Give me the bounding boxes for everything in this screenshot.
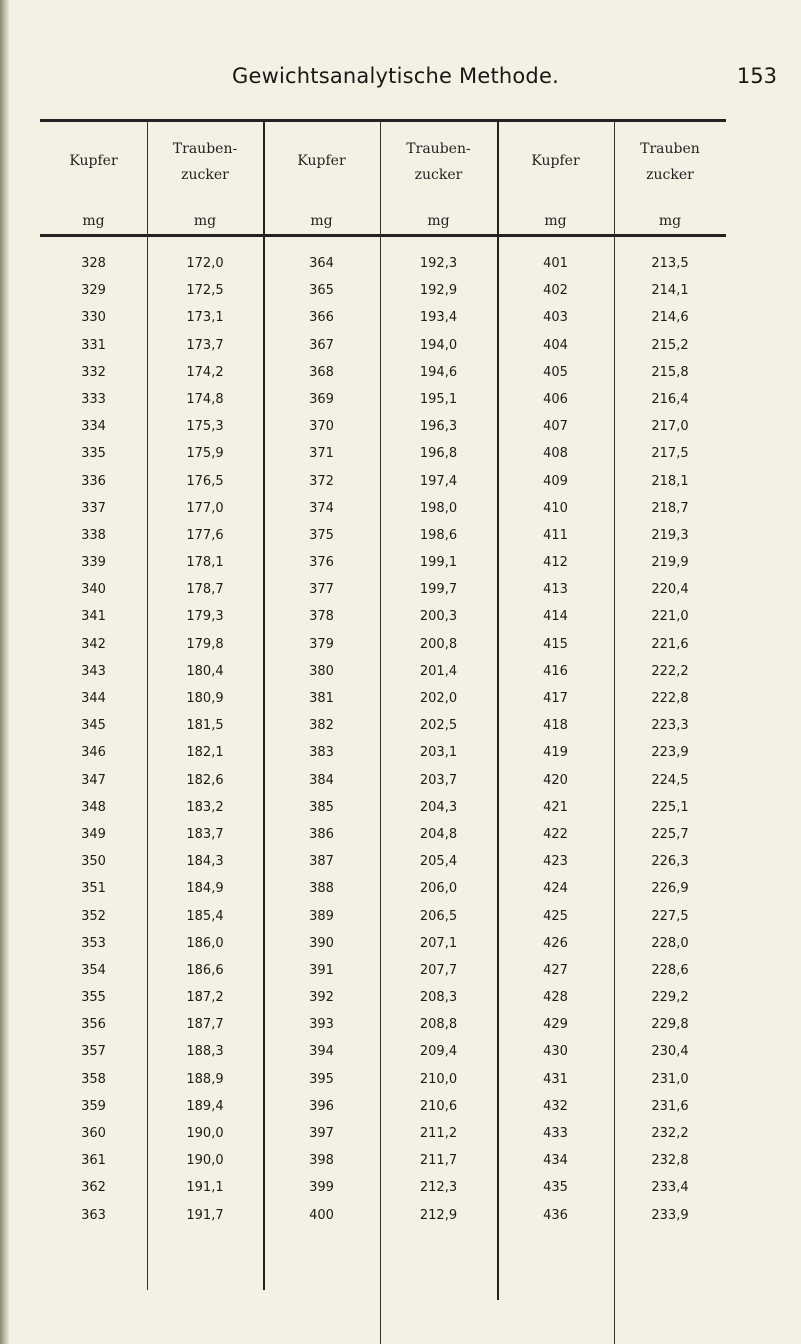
table-cell: 191,7 [186,1207,224,1223]
table-cell: 359 [81,1098,106,1114]
table-cell: 173,1 [186,310,224,326]
table-cell: 363 [81,1207,106,1223]
table-cell: 412 [543,555,568,571]
table-cell: 349 [81,826,106,842]
table-cell: 204,8 [419,826,458,842]
table-cell: 192,3 [419,256,458,271]
table-cell: 191,1 [186,1180,224,1196]
table-cell: 201,4 [419,663,458,679]
table-cell: 402 [543,283,568,299]
table-cell: 188,9 [186,1071,224,1087]
table-cell: 183,7 [186,826,224,842]
table-column [380,250,497,1229]
table-column [147,250,263,1229]
table-column [263,250,380,1229]
table-cell: 342 [81,636,106,652]
table-cell: 372 [309,473,334,489]
column-header-label-line2: zucker [181,167,229,183]
table-cell: 436 [543,1207,568,1223]
table-cell: 210,0 [419,1071,458,1087]
table-cell: 410 [543,500,568,516]
table-cell: 214,1 [651,283,689,299]
table-cell: 225,1 [651,799,689,815]
table-cell: 329 [81,283,106,299]
table-cell: 344 [81,691,106,706]
table-cell: 219,3 [651,527,689,543]
table-cell: 429 [543,1017,568,1033]
table-cell: 384 [309,772,334,788]
table-cell: 408 [543,446,568,462]
table-cell: 199,7 [419,582,458,598]
table-cell: 348 [81,799,106,815]
table-cell: 230,4 [651,1044,689,1060]
column-header [614,124,726,232]
table-cell: 379 [309,636,334,652]
column-unit: mg [310,213,333,229]
table-cell: 427 [543,962,568,978]
table-cell: 404 [543,337,568,353]
table-cell: 232,8 [651,1153,689,1169]
table-cell: 431 [543,1071,568,1087]
table-cell: 333 [81,391,106,407]
table-cell: 181,5 [186,718,224,734]
table-cell: 192,9 [419,283,458,299]
table-cell: 219,9 [651,555,689,571]
table-cell: 388 [309,881,334,897]
table-cell: 369 [309,391,334,407]
table-cell: 423 [543,854,568,870]
column-header [380,124,497,232]
table-cell: 174,2 [186,364,224,380]
table-cell: 184,3 [186,854,224,870]
table-cell: 199,1 [419,555,458,571]
table-cell: 340 [81,582,106,598]
table-cell: 218,1 [651,473,689,489]
table-cell: 377 [309,582,334,598]
table-cell: 405 [543,364,568,380]
table-cell: 202,0 [419,691,458,706]
table-cell: 209,4 [419,1044,458,1060]
table-cell: 338 [81,527,106,543]
column-header-label: Kupfer [531,153,580,169]
table-cell: 221,6 [651,636,689,652]
table-cell: 331 [81,337,106,353]
table-cell: 218,7 [651,500,689,516]
table-cell: 186,0 [186,935,224,951]
table-cell: 186,6 [186,962,224,978]
column-header [147,124,263,232]
table-cell: 353 [81,935,106,951]
table-cell: 204,3 [419,799,458,815]
table-cell: 233,4 [651,1180,689,1196]
table-cell: 229,2 [651,990,689,1006]
table-cell: 178,7 [186,582,224,598]
table-cell: 215,8 [651,364,689,380]
table-cell: 343 [81,663,106,679]
table-cell: 227,5 [651,908,689,924]
table-cell: 383 [309,745,334,761]
table-cell: 197,4 [419,473,458,489]
table-cell: 233,9 [651,1207,689,1223]
table-cell: 179,8 [186,636,224,652]
table-cell: 360 [81,1126,106,1141]
table-cell: 228,6 [651,962,689,978]
table-cell: 231,6 [651,1098,689,1114]
table-cell: 184,9 [186,881,224,897]
table-cell: 200,3 [419,609,458,625]
table-cell: 387 [309,854,334,870]
table-cell: 172,5 [186,283,224,299]
table-cell: 336 [81,473,106,489]
table-cell: 394 [309,1044,334,1060]
column-header-label-line2: zucker [646,167,694,183]
table-cell: 202,5 [419,718,458,734]
table-cell: 207,1 [419,935,458,951]
table-cell: 364 [309,256,334,271]
column-header-label-line2: zucker [414,167,463,183]
table-cell: 393 [309,1017,334,1033]
table-cell: 403 [543,310,568,326]
page-edge-shadow [0,0,9,1344]
table-cell: 371 [309,446,334,462]
table-cell: 206,5 [419,908,458,924]
table-cell: 190,0 [186,1126,224,1141]
table-cell: 177,0 [186,500,224,516]
column-header [40,124,147,232]
table-cell: 391 [309,962,334,978]
table-cell: 180,4 [186,663,224,679]
table-cell: 330 [81,310,106,326]
table-cell: 215,2 [651,337,689,353]
table-cell: 172,0 [186,256,224,271]
table-cell: 229,8 [651,1017,689,1033]
table-cell: 367 [309,337,334,353]
table-cell: 210,6 [419,1098,458,1114]
table-cell: 385 [309,799,334,815]
table-cell: 434 [543,1153,568,1169]
table-cell: 390 [309,935,334,951]
table-cell: 341 [81,609,106,625]
table-cell: 421 [543,799,568,815]
table-cell: 182,1 [186,745,224,761]
table-cell: 187,7 [186,1017,224,1033]
table-cell: 223,3 [651,718,689,734]
table-cell: 411 [543,527,568,543]
table-cell: 213,5 [651,256,689,271]
table-cell: 216,4 [651,391,689,407]
table-cell: 226,3 [651,854,689,870]
column-header [497,124,614,232]
table-cell: 350 [81,854,106,870]
table-cell: 430 [543,1044,568,1060]
table-cell: 395 [309,1071,334,1087]
table-cell: 433 [543,1126,568,1141]
table-cell: 361 [81,1153,106,1169]
table-cell: 220,4 [651,582,689,598]
table-cell: 370 [309,419,334,435]
table-cell: 334 [81,419,106,435]
column-header-label: Trauben- [172,141,238,157]
table-cell: 397 [309,1126,334,1141]
table-cell: 354 [81,962,106,978]
table-cell: 222,8 [651,691,689,706]
table-cell: 194,0 [419,337,458,353]
table-cell: 368 [309,364,334,380]
table-cell: 356 [81,1017,106,1033]
table-cell: 189,4 [186,1098,224,1114]
table-cell: 183,2 [186,799,224,815]
column-header-label: Kupfer [297,153,346,169]
table-cell: 380 [309,663,334,679]
table-cell: 173,7 [186,337,224,353]
table-cell: 346 [81,745,106,761]
table-cell: 222,2 [651,663,689,679]
table-cell: 362 [81,1180,106,1196]
table-cell: 355 [81,990,106,1006]
column-unit: mg [544,213,567,229]
column-unit: mg [658,213,682,229]
table-cell: 198,0 [419,500,458,516]
table-cell: 424 [543,881,568,897]
table-cell: 190,0 [186,1153,224,1169]
table-cell: 225,7 [651,826,689,842]
table-cell: 208,3 [419,990,458,1006]
table-cell: 208,8 [419,1017,458,1033]
running-title: Gewichtsanalytische Methode. [232,64,559,88]
table-cell: 357 [81,1044,106,1060]
table-cell: 223,9 [651,745,689,761]
table-cell: 228,0 [651,935,689,951]
table-cell: 432 [543,1098,568,1114]
table-cell: 214,6 [651,310,689,326]
table-cell: 415 [543,636,568,652]
table-cell: 406 [543,391,568,407]
table-cell: 193,4 [419,310,458,326]
table-cell: 232,2 [651,1126,689,1141]
table-cell: 413 [543,582,568,598]
table-cell: 188,3 [186,1044,224,1060]
table-cell: 180,9 [186,691,224,706]
table-cell: 196,3 [419,419,458,435]
table-cell: 335 [81,446,106,462]
table-cell: 376 [309,555,334,571]
table-cell: 200,8 [419,636,458,652]
table-cell: 185,4 [186,908,224,924]
table-cell: 399 [309,1180,334,1196]
column-unit: mg [427,213,450,229]
table-cell: 221,0 [651,609,689,625]
table-cell: 417 [543,691,568,706]
table-cell: 203,1 [419,745,458,761]
table-cell: 401 [543,256,568,271]
column-header [263,124,380,232]
table-cell: 396 [309,1098,334,1114]
column-header-label: Trauben- [406,141,471,157]
table-cell: 217,0 [651,419,689,435]
table-cell: 422 [543,826,568,842]
table-cell: 203,7 [419,772,458,788]
table-cell: 398 [309,1153,334,1169]
table-cell: 386 [309,826,334,842]
column-unit: mg [193,213,217,229]
table-cell: 177,6 [186,527,224,543]
table-cell: 212,9 [419,1207,458,1223]
column-header-label: Trauben [640,141,700,157]
table-cell: 409 [543,473,568,489]
table-cell: 366 [309,310,334,326]
table-cell: 407 [543,419,568,435]
table-cell: 414 [543,609,568,625]
table-cell: 337 [81,500,106,516]
table-cell: 206,0 [419,881,458,897]
table-cell: 374 [309,500,334,516]
table-cell: 425 [543,908,568,924]
table-cell: 339 [81,555,106,571]
table-cell: 178,1 [186,555,224,571]
table-cell: 174,8 [186,391,224,407]
table-cell: 400 [309,1207,334,1223]
table-cell: 381 [309,691,334,706]
table-cell: 231,0 [651,1071,689,1087]
table-cell: 194,6 [419,364,458,380]
table-cell: 211,2 [419,1126,458,1141]
table-cell: 212,3 [419,1180,458,1196]
table-cell: 175,9 [186,446,224,462]
table-header-rule [40,234,726,237]
table-cell: 205,4 [419,854,458,870]
table-cell: 332 [81,364,106,380]
column-unit: mg [82,213,105,229]
table-cell: 375 [309,527,334,543]
table-cell: 352 [81,908,106,924]
page-number: 153 [736,64,777,88]
table-cell: 196,8 [419,446,458,462]
table-cell: 211,7 [419,1153,458,1169]
table-cell: 428 [543,990,568,1006]
table-cell: 419 [543,745,568,761]
table-cell: 358 [81,1071,106,1087]
table-column [497,250,614,1229]
table-cell: 435 [543,1180,568,1196]
table-cell: 224,5 [651,772,689,788]
table-cell: 207,7 [419,962,458,978]
table-cell: 179,3 [186,609,224,625]
table-cell: 418 [543,718,568,734]
table-top-rule [40,119,726,122]
table-cell: 198,6 [419,527,458,543]
table-cell: 182,6 [186,772,224,788]
table-cell: 365 [309,283,334,299]
table-cell: 226,9 [651,881,689,897]
table-cell: 195,1 [419,391,458,407]
table-cell: 382 [309,718,334,734]
table-cell: 347 [81,772,106,788]
table-cell: 389 [309,908,334,924]
table-cell: 420 [543,772,568,788]
table-cell: 176,5 [186,473,224,489]
table-cell: 378 [309,609,334,625]
table-cell: 175,3 [186,419,224,435]
table-cell: 426 [543,935,568,951]
table-cell: 345 [81,718,106,734]
table-cell: 416 [543,663,568,679]
table-cell: 328 [81,256,106,271]
table-cell: 351 [81,881,106,897]
table-cell: 392 [309,990,334,1006]
table-column [40,250,147,1229]
column-header-label: Kupfer [69,153,118,169]
table-cell: 187,2 [186,990,224,1006]
table-cell: 217,5 [651,446,689,462]
table-column [614,250,726,1229]
